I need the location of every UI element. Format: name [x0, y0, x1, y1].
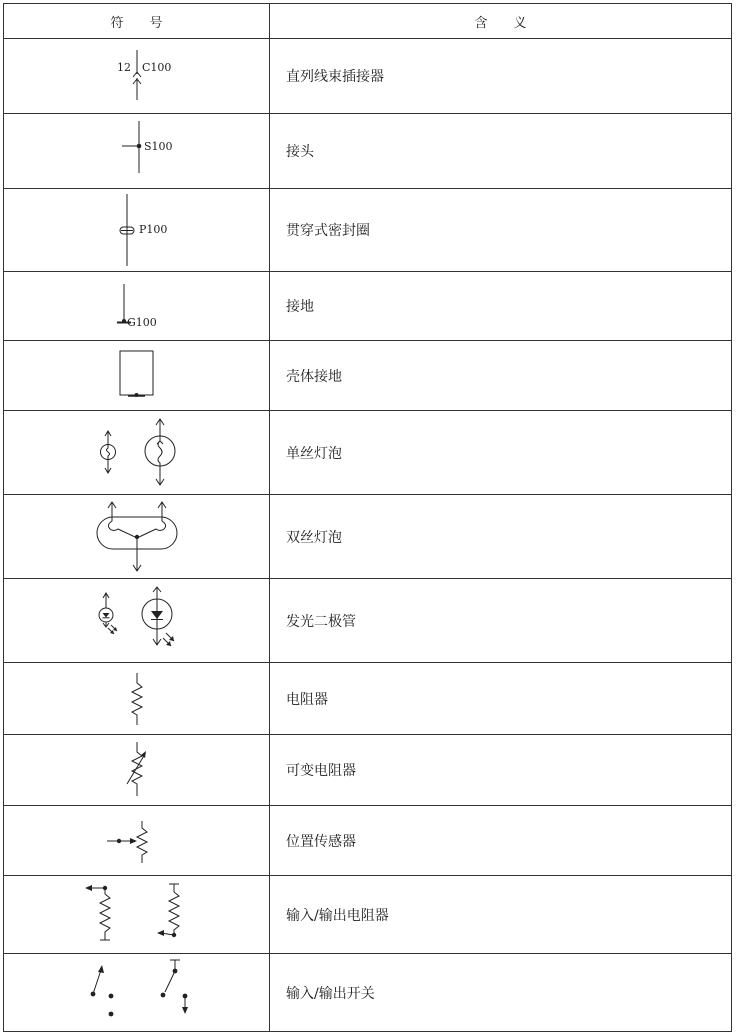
table-row [4, 272, 732, 341]
table-row [4, 189, 732, 272]
splice-symbol [4, 114, 270, 189]
meaning-cell: 接地 [270, 272, 732, 341]
meaning-cell: 可变电阻器 [270, 735, 732, 806]
table-row [4, 735, 732, 806]
meaning-cell: 位置传感器 [270, 806, 732, 876]
resistor-symbol [4, 663, 270, 735]
table-row [4, 579, 732, 663]
meaning-cell: 发光二极管 [270, 579, 732, 663]
table-row [4, 411, 732, 495]
grommet-id-label: P100 [138, 223, 167, 236]
table-row [4, 495, 732, 579]
connector-id-label: C100 [141, 61, 171, 74]
table-row [4, 954, 732, 1032]
meaning-cell: 直列线束插接器 [270, 39, 732, 114]
meaning-cell: 贯穿式密封圈 [270, 189, 732, 272]
io-resistor-symbol [4, 876, 270, 954]
position-sensor-symbol [4, 806, 270, 876]
symbol-legend-table [3, 3, 732, 1032]
table-row [4, 663, 732, 735]
meaning-cell: 壳体接地 [270, 341, 732, 411]
meaning-cell: 输入/输出开关 [270, 954, 732, 1032]
io-switch-symbol [4, 954, 270, 1032]
single-filament-bulb-symbol [4, 411, 270, 495]
ground-id-label: G100 [126, 316, 157, 329]
table-row [4, 39, 732, 114]
table-row [4, 876, 732, 954]
header-meaning: 含 义 [270, 4, 732, 39]
meaning-cell: 接头 [270, 114, 732, 189]
variable-resistor-symbol [4, 735, 270, 806]
table-row [4, 806, 732, 876]
meaning-cell: 电阻器 [270, 663, 732, 735]
table-row [4, 341, 732, 411]
led-symbol [4, 579, 270, 663]
header-row [4, 4, 732, 39]
splice-id-label: S100 [143, 140, 173, 153]
meaning-cell: 输入/输出电阻器 [270, 876, 732, 954]
pin-number-label: 12 [116, 61, 131, 74]
case-ground-symbol [4, 341, 270, 411]
meaning-cell: 单丝灯泡 [270, 411, 732, 495]
ground-symbol [4, 272, 270, 341]
table-row [4, 114, 732, 189]
meaning-cell: 双丝灯泡 [270, 495, 732, 579]
inline-connector-symbol [4, 39, 270, 114]
double-filament-bulb-symbol [4, 495, 270, 579]
header-symbol: 符 号 [4, 4, 270, 39]
grommet-symbol [4, 189, 270, 272]
